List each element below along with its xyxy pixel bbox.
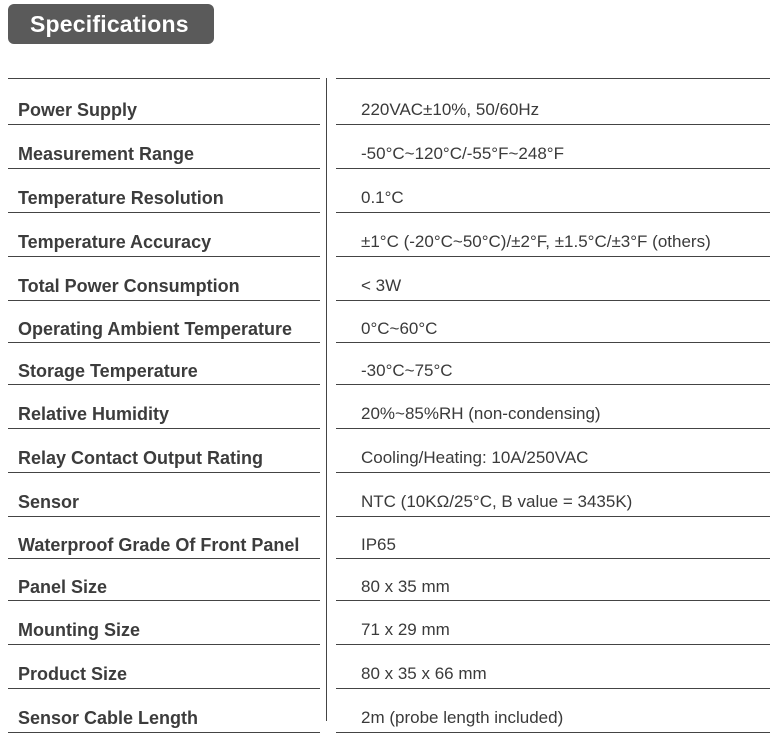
row-rule-right (336, 732, 770, 733)
spec-label: Sensor (18, 492, 80, 512)
spec-row (8, 300, 770, 342)
spec-row (8, 428, 770, 472)
spec-label: Total Power Consumption (18, 276, 240, 296)
spec-label: Storage Temperature (18, 361, 198, 381)
table-top-rule-right (336, 78, 770, 79)
spec-row (8, 516, 770, 558)
spec-label: Temperature Resolution (18, 188, 224, 208)
spec-row (8, 472, 770, 516)
spec-row (8, 256, 770, 300)
spec-value: 0.1°C (361, 188, 404, 207)
spec-value: 80 x 35 mm (361, 577, 450, 596)
spec-row (8, 600, 770, 644)
spec-row (8, 558, 770, 600)
spec-value: 0°C~60°C (361, 319, 438, 338)
spec-value: 80 x 35 x 66 mm (361, 664, 487, 683)
spec-label: Power Supply (18, 100, 138, 120)
spec-label: Operating Ambient Temperature (18, 319, 293, 339)
spec-label: Relative Humidity (18, 404, 170, 424)
spec-label: Measurement Range (18, 144, 195, 164)
spec-row (8, 168, 770, 212)
spec-row (8, 688, 770, 732)
spec-value: IP65 (361, 535, 396, 554)
spec-label: Sensor Cable Length (18, 708, 199, 728)
spec-value: 2m (probe length included) (361, 708, 564, 727)
spec-value: 20%~85%RH (non-condensing) (361, 404, 601, 423)
spec-row (8, 212, 770, 256)
spec-label: Mounting Size (18, 620, 140, 640)
spec-value: NTC (10KΩ/25°C, B value = 3435K) (361, 492, 633, 511)
spec-row (8, 384, 770, 428)
spec-value: < 3W (361, 276, 402, 295)
spec-row (8, 80, 770, 124)
spec-row (8, 644, 770, 688)
spec-label: Panel Size (18, 577, 108, 597)
spec-value: 71 x 29 mm (361, 620, 450, 639)
spec-row (8, 124, 770, 168)
spec-row (8, 342, 770, 384)
row-rule-left (8, 732, 320, 733)
spec-label: Waterproof Grade Of Front Panel (18, 535, 300, 555)
spec-value: -30°C~75°C (361, 361, 453, 380)
table-top-rule-left (8, 78, 320, 79)
page-title: Specifications (8, 4, 214, 44)
spec-value: Cooling/Heating: 10A/250VAC (361, 448, 589, 467)
spec-value: ±1°C (-20°C~50°C)/±2°F, ±1.5°C/±3°F (others) (361, 232, 711, 251)
spec-value: 220VAC±10%, 50/60Hz (361, 100, 540, 119)
spec-value: -50°C~120°C/-55°F~248°F (361, 144, 564, 163)
spec-label: Relay Contact Output Rating (18, 448, 264, 468)
spec-label: Product Size (18, 664, 128, 684)
spec-label: Temperature Accuracy (18, 232, 212, 252)
